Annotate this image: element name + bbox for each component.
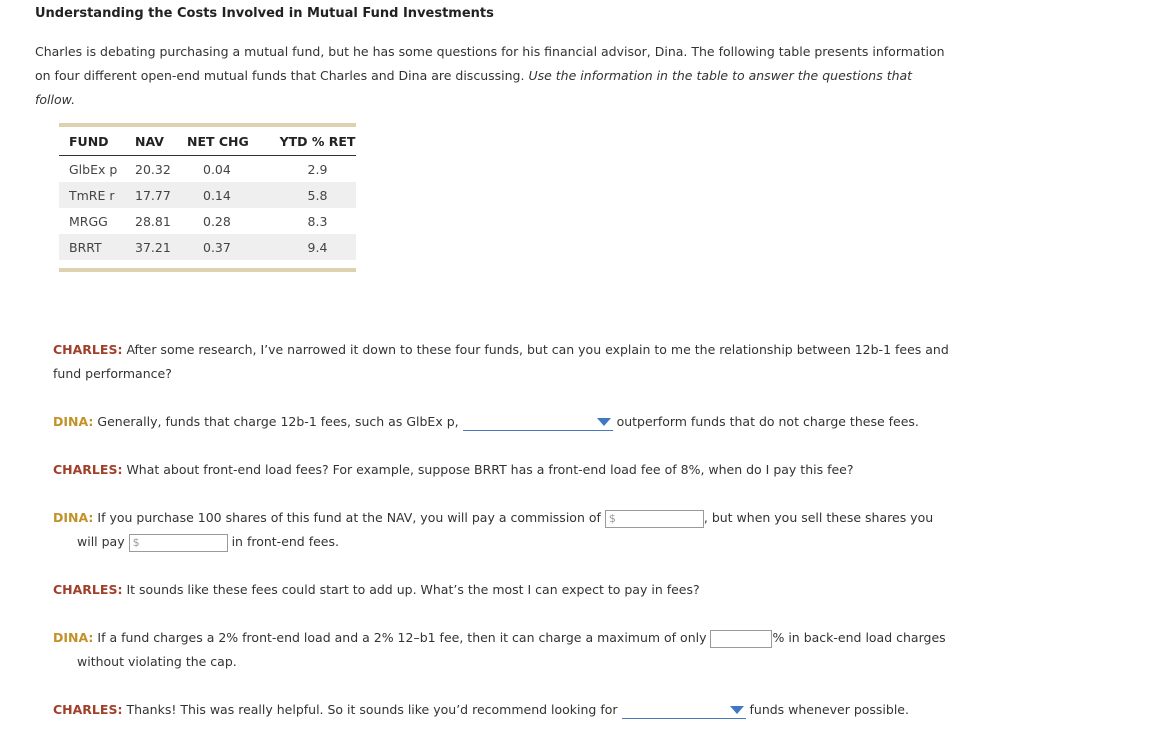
commission-input[interactable] bbox=[605, 510, 704, 528]
fund-table bbox=[59, 123, 356, 272]
dialogue-charles-3 bbox=[53, 578, 953, 602]
speaker-charles: CHARLES: bbox=[53, 462, 123, 477]
speaker-charles: CHARLES: bbox=[53, 702, 123, 717]
header-net-chg: NET CHG bbox=[187, 127, 279, 156]
table-row bbox=[59, 208, 356, 234]
chevron-down-icon bbox=[730, 706, 744, 714]
cell-nav: 17.77 bbox=[135, 182, 187, 208]
page-title: Understanding the Costs Involved in Mutual Fund Investments bbox=[35, 6, 494, 21]
cell-nav: 28.81 bbox=[135, 213, 171, 229]
speaker-dina: DINA: bbox=[53, 630, 94, 645]
dialogue-charles-2 bbox=[53, 458, 953, 482]
speaker-dina: DINA: bbox=[53, 414, 94, 429]
table-row bbox=[59, 156, 356, 183]
dialogue-charles-4 bbox=[53, 698, 953, 722]
dina-answer-3-start: If a fund charges a 2% front-end load and a 2% 12–b1 fee, then it can charge a maximum of only bbox=[97, 630, 707, 645]
dollar-icon: $ bbox=[608, 511, 616, 525]
dialogue-dina-2 bbox=[53, 506, 953, 554]
header-nav: NAV bbox=[135, 127, 187, 156]
cell-net-chg: 0.28 bbox=[203, 213, 231, 229]
cell-fund: BRRT bbox=[59, 234, 135, 260]
cell-nav: 20.32 bbox=[135, 161, 171, 177]
intro-text: Charles is debating purchasing a mutual fund, but he has some questions for his financial advisor, Dina. The following table presents information on four different open-end mutual funds that Charles and Dina are discussing. bbox=[35, 44, 945, 83]
charles-question-4-start: Thanks! This was really helpful. So it sounds like you’d recommend looking for bbox=[126, 702, 618, 717]
charles-question-2: What about front-end load fees? For example, suppose BRRT has a front-end load fee of 8%, when do I pay this fee? bbox=[126, 462, 854, 477]
fund-type-dropdown[interactable] bbox=[622, 702, 746, 719]
dialogue-dina-3 bbox=[53, 626, 973, 674]
charles-question-4-end: funds whenever possible. bbox=[749, 702, 909, 717]
charles-question-3: It sounds like these fees could start to add up. What’s the most I can expect to pay in fees? bbox=[126, 582, 700, 597]
intro-paragraph bbox=[35, 40, 955, 112]
dina-answer-2-start: If you purchase 100 shares of this fund at the NAV, you will pay a commission of bbox=[97, 510, 601, 525]
chevron-down-icon bbox=[597, 418, 611, 426]
table-row bbox=[59, 182, 356, 208]
dialogue-charles-1 bbox=[53, 338, 953, 386]
header-fund: FUND bbox=[59, 127, 135, 156]
header-ytd-ret: YTD % RET bbox=[279, 127, 356, 156]
cell-net-chg: 0.04 bbox=[203, 161, 231, 177]
dina-answer-3-end: % in back-end load charges bbox=[772, 630, 946, 645]
cell-net-chg: 0.14 bbox=[187, 182, 279, 208]
dina-answer-1-start: Generally, funds that charge 12b-1 fees, such as GlbEx p, bbox=[97, 414, 459, 429]
speaker-dina: DINA: bbox=[53, 510, 94, 525]
dina-answer-3-cont: without violating the cap. bbox=[77, 654, 237, 669]
dina-answer-1-end: outperform funds that do not charge these fees. bbox=[616, 414, 919, 429]
speaker-charles: CHARLES: bbox=[53, 342, 123, 357]
performance-dropdown[interactable] bbox=[463, 414, 613, 431]
dina-answer-3-continued bbox=[53, 650, 973, 674]
cell-fund: GlbEx p bbox=[69, 161, 118, 177]
cell-fund: TmRE r bbox=[59, 182, 135, 208]
cell-net-chg: 0.37 bbox=[187, 234, 279, 260]
cell-ytd-ret: 5.8 bbox=[279, 182, 356, 208]
cell-ytd-ret: 8.3 bbox=[307, 213, 328, 229]
dina-answer-2-cont: will pay bbox=[77, 534, 125, 549]
dialogue-dina-1 bbox=[53, 410, 953, 434]
dina-answer-2-end: in front-end fees. bbox=[231, 534, 339, 549]
dina-answer-2-middle: , but when you sell these shares you bbox=[703, 510, 934, 525]
intro-instruction: Use the information in the table to answer the questions that follow. bbox=[35, 68, 913, 107]
sell-fees-input[interactable] bbox=[129, 534, 228, 552]
charles-question-1: After some research, I’ve narrowed it down to these four funds, but can you explain to me the relationship between 12b-1 fees and fund performance? bbox=[53, 342, 949, 381]
dina-answer-2-continued bbox=[53, 530, 953, 554]
table-header-row bbox=[59, 127, 356, 156]
cell-fund: MRGG bbox=[69, 213, 108, 229]
speaker-charles: CHARLES: bbox=[53, 582, 123, 597]
cell-ytd-ret: 9.4 bbox=[279, 234, 356, 260]
table-spacer bbox=[59, 260, 356, 268]
table-row bbox=[59, 234, 356, 260]
dollar-icon: $ bbox=[132, 535, 140, 549]
cell-ytd-ret: 2.9 bbox=[307, 161, 328, 177]
cell-nav: 37.21 bbox=[135, 234, 187, 260]
back-end-load-input[interactable] bbox=[710, 630, 772, 648]
